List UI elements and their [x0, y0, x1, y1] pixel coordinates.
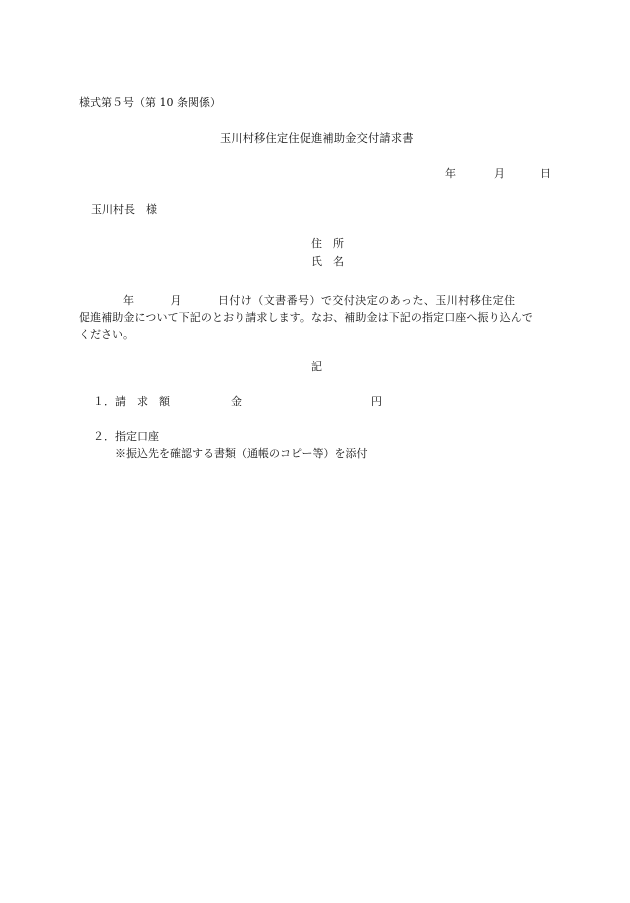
addressee: 玉川村長 様 [91, 203, 157, 216]
ki-heading: 記 [311, 360, 322, 373]
body-month-label: 月 [170, 294, 182, 307]
applicant-address-label: 住 所 [311, 237, 344, 250]
date-day-label: 日 [540, 167, 551, 180]
form-number: 様式第５号（第 10 条関係） [79, 96, 221, 109]
item-2-heading: ２．指定口座 [93, 430, 159, 443]
applicant-name-label: 氏 名 [311, 255, 344, 268]
date-month-label: 月 [494, 167, 505, 180]
body-line-1 [79, 292, 557, 309]
document-title: 玉川村移住定住促進補助金交付請求書 [220, 132, 414, 145]
body-line-3: ください。 [79, 328, 134, 341]
item-1-amount-prefix: 金 [231, 395, 242, 408]
item-1-amount-suffix: 円 [371, 395, 382, 408]
request-body-paragraph [79, 292, 557, 343]
item-1-number: １． [93, 395, 115, 408]
date-year-label: 年 [445, 167, 456, 180]
item-1-label: 請 求 額 [115, 395, 170, 408]
body-line-2: 促進補助金について下記のとおり請求します。なお、補助金は下記の指定口座へ振り込んで [79, 311, 533, 324]
item-2-note: ※振込先を確認する書類（通帳のコピー等）を添付 [115, 447, 368, 460]
body-line-1-text: 日付け（文書番号）で交付決定のあった、玉川村移住定住 [217, 294, 516, 307]
body-year-label: 年 [123, 294, 135, 307]
